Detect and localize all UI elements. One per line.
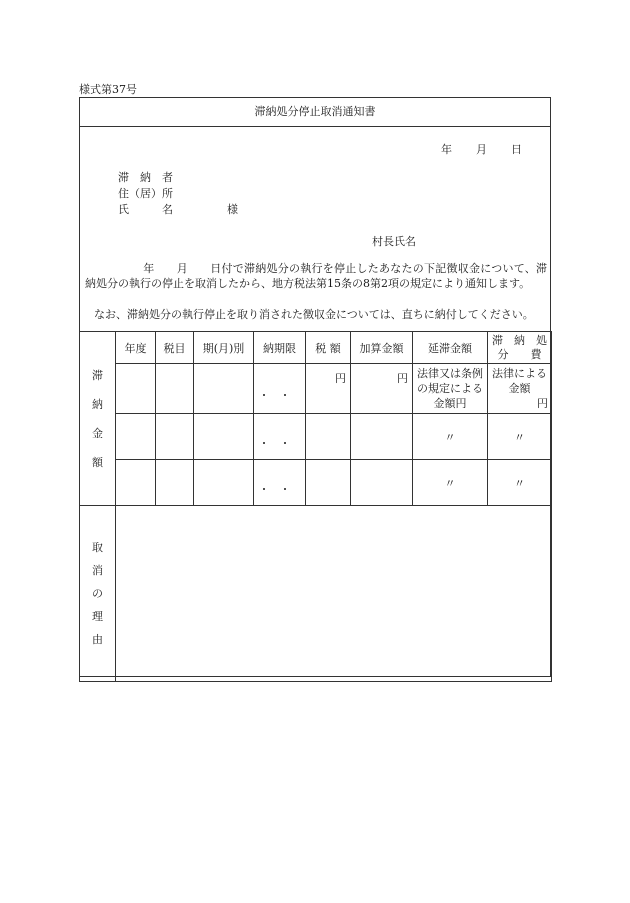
col-header-period: 期(月)別 xyxy=(194,332,254,364)
notice-paragraph xyxy=(85,261,547,291)
cell-year[interactable] xyxy=(116,460,156,506)
cell-additional-amount[interactable] xyxy=(351,460,413,506)
cell-due-date[interactable]: ・・ xyxy=(254,364,306,414)
reason-char: 理 xyxy=(92,610,103,623)
date-year: 年 xyxy=(441,143,452,156)
col-header-additional-amount: 加算金額 xyxy=(351,332,413,364)
col-header-year: 年度 xyxy=(116,332,156,364)
date-day: 日 xyxy=(511,143,522,156)
name-label: 氏 名 xyxy=(118,203,173,216)
date-month: 月 xyxy=(476,143,487,156)
form-number: 様式第37号 xyxy=(79,83,137,96)
table-row xyxy=(80,460,552,506)
cell-tax-amount[interactable] xyxy=(306,460,351,506)
para1-year: 年 xyxy=(143,262,155,275)
para2-text: なお、滞納処分の執行停止を取り消された徴収金については、直ちに納付してください。 xyxy=(94,308,534,321)
cell-processing-fee[interactable]: 〃 xyxy=(488,460,552,506)
cell-late-fee[interactable]: 〃 xyxy=(413,414,488,460)
payment-paragraph xyxy=(85,307,547,322)
table-row xyxy=(80,414,552,460)
proc-fee-yen: 円 xyxy=(537,397,548,410)
cell-processing-fee[interactable] xyxy=(488,364,552,414)
issuer-name: 村長氏名 xyxy=(372,235,416,248)
table-row xyxy=(80,364,552,414)
row-header-char: 納 xyxy=(92,397,103,411)
reason-char: 由 xyxy=(92,633,103,646)
reason-field[interactable] xyxy=(116,506,552,682)
cell-additional-amount[interactable]: 円 xyxy=(351,364,413,414)
col-header-processing-fee: 滞 納 処 分 費 xyxy=(488,332,552,364)
cell-tax-amount[interactable]: 円 xyxy=(306,364,351,414)
cell-tax-amount[interactable] xyxy=(306,414,351,460)
row-header-delinquent-amount xyxy=(80,332,116,506)
cell-tax-item[interactable] xyxy=(156,414,194,460)
col-header-late-fee: 延滞金額 xyxy=(413,332,488,364)
cell-processing-fee[interactable]: 〃 xyxy=(488,414,552,460)
taxpayer-label: 滞 納 者 xyxy=(118,171,173,184)
address-label: 住（居）所 xyxy=(118,187,173,200)
col-header-tax-amount: 税 額 xyxy=(306,332,351,364)
cell-period[interactable] xyxy=(194,414,254,460)
col-header-due-date: 納期限 xyxy=(254,332,306,364)
col-header-tax-item: 税目 xyxy=(156,332,194,364)
cell-period[interactable] xyxy=(194,460,254,506)
cell-additional-amount[interactable] xyxy=(351,414,413,460)
para1-text: 日付で滞納処分の執行を停止したあなたの下記徴収金について、滞納処分の執行の停止を取消したから、地方税法第15条の8第2項の規定により通知します。 xyxy=(85,262,548,290)
tax-table xyxy=(79,331,552,682)
reason-header xyxy=(80,506,116,682)
honorific: 様 xyxy=(227,203,238,216)
row-header-char: 滞 xyxy=(92,368,103,382)
cell-year[interactable] xyxy=(116,364,156,414)
cell-due-date[interactable]: ・・ xyxy=(254,460,306,506)
reason-char: 消 xyxy=(92,564,103,577)
para1-month: 月 xyxy=(176,262,188,275)
cell-period[interactable] xyxy=(194,364,254,414)
cell-late-fee[interactable]: 法律又は条例の規定による金額円 xyxy=(413,364,488,414)
reason-char: の xyxy=(92,587,103,600)
date-line xyxy=(441,141,531,157)
cell-year[interactable] xyxy=(116,414,156,460)
document-title: 滞納処分停止取消通知書 xyxy=(79,97,551,127)
row-header-char: 金 xyxy=(92,426,103,440)
row-header-char: 額 xyxy=(92,455,103,469)
cell-late-fee[interactable]: 〃 xyxy=(413,460,488,506)
cell-due-date[interactable]: ・・ xyxy=(254,414,306,460)
proc-fee-label: 法律による金額 xyxy=(492,367,547,395)
cell-tax-item[interactable] xyxy=(156,460,194,506)
reason-char: 取 xyxy=(92,541,103,554)
cell-tax-item[interactable] xyxy=(156,364,194,414)
